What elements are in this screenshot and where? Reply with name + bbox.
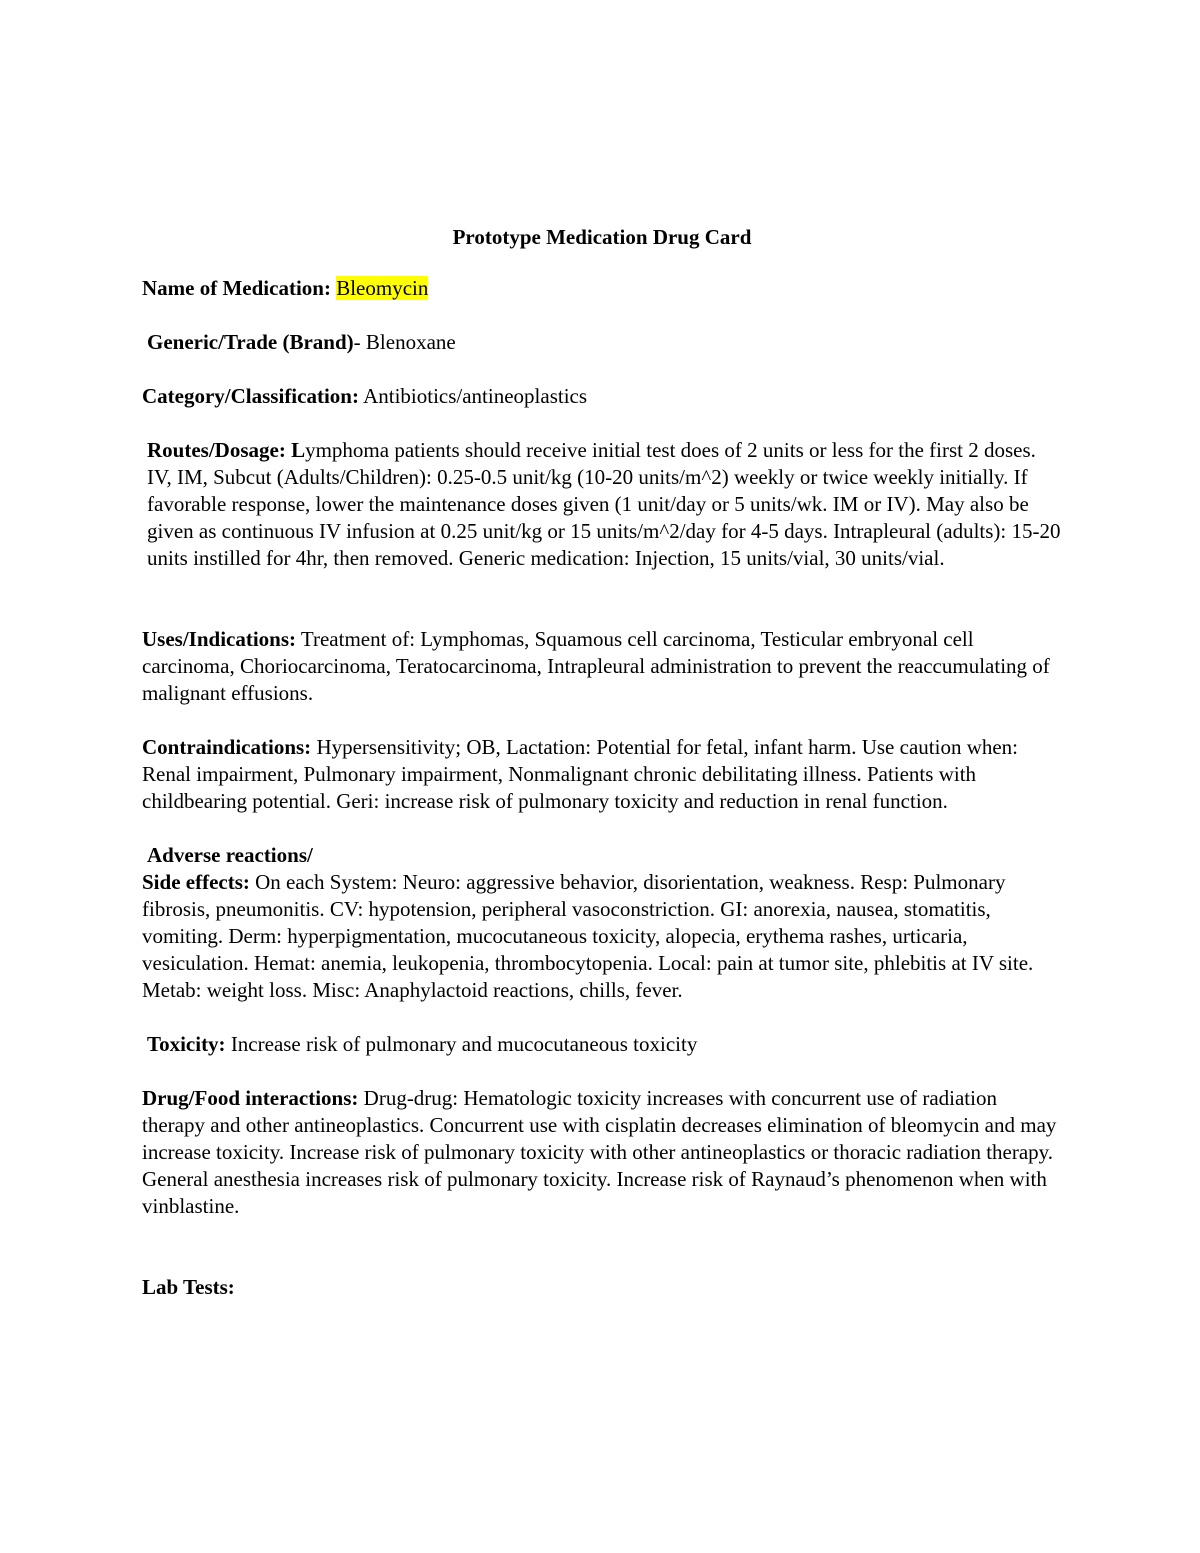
contraindications-field bbox=[142, 734, 1062, 815]
uses-indications-field bbox=[142, 626, 1062, 707]
uses-value: Treatment of: Lymphomas, Squamous cell carcinoma, Testicular embryonal cell carcinoma, Choriocarcinoma, Teratocarcinoma, Intrapleural administration to prevent the reaccumulating of malignant effusions. bbox=[142, 627, 1050, 705]
interactions-value: Drug-drug: Hematologic toxicity increases with concurrent use of radiation therapy and other antineoplastics. Concurrent use with cisplatin decreases elimination of bleomycin and may increase toxicity. Increase risk of pulmonary toxicity with other antineoplastics or thoracic radiation therapy. General anesthesia increases risk of pulmonary toxicity. Increase risk of Raynaud’s phenomenon when with vinblastine. bbox=[142, 1086, 1057, 1218]
name-label: Name of Medication: bbox=[142, 276, 331, 300]
generic-value: - Blenoxane bbox=[353, 330, 456, 354]
adverse-label-line1: Adverse reactions/ bbox=[147, 843, 313, 867]
adverse-value: On each System: Neuro: aggressive behavior, disorientation, weakness. Resp: Pulmonary fibrosis, pneumonitis. CV: hypotension, peripheral vasoconstriction. GI: anorexia, nausea, stomatitis, vomiting. Derm: hyperpigmentation, mucocutaneous toxicity, alopecia, erythema rashes, urticaria, vesiculation. Hemat: anemia, leukopenia, thrombocytopenia. Local: pain at tumor site, phlebitis at IV site. Metab: weight loss. Misc: Anaphylactoid reactions, chills, fever. bbox=[142, 870, 1034, 1002]
uses-label: Uses/Indications: bbox=[142, 627, 297, 651]
routes-dosage-field bbox=[142, 437, 1062, 572]
contraindications-value: Hypersensitivity; OB, Lactation: Potential for fetal, infant harm. Use caution when: Renal impairment, Pulmonary impairment, Nonmalignant chronic debilitating illness. Patients with childbearing potential. Geri: increase risk of pulmonary toxicity and reduction in renal function. bbox=[142, 735, 1019, 813]
generic-trade-field bbox=[142, 329, 1062, 356]
page-title: Prototype Medication Drug Card bbox=[452, 225, 752, 249]
routes-value: ymphoma patients should receive initial test does of 2 units or less for the first 2 doses. IV, IM, Subcut (Adults/Children): 0.25-0.5 unit/kg (10-20 units/m^2) weekly or twice weekly initially. If favorable response, lower the maintenance doses given (1 unit/day or 5 units/wk. IM or IV). May also be given as continuous IV infusion at 0.25 unit/kg or 15 units/m^2/day for 4-5 days. Intrapleural (adults): 15-20 units instilled for 4hr, then removed. Generic medication: Injection, 15 units/vial, 30 units/vial. bbox=[147, 438, 1061, 570]
name-value-highlighted: Bleomycin bbox=[336, 276, 429, 300]
category-value: Antibiotics/antineoplastics bbox=[363, 384, 588, 408]
interactions-label: Drug/Food interactions: bbox=[142, 1086, 359, 1110]
routes-value-bold-start: L bbox=[291, 438, 306, 462]
drug-food-interactions-field bbox=[142, 1085, 1062, 1220]
adverse-reactions-field bbox=[142, 842, 1062, 1004]
category-field bbox=[142, 383, 1062, 410]
toxicity-value: Increase risk of pulmonary and mucocutaneous toxicity bbox=[230, 1032, 698, 1056]
adverse-label-line2: Side effects: bbox=[142, 870, 250, 894]
routes-label: Routes/Dosage: bbox=[147, 438, 286, 462]
contraindications-label: Contraindications: bbox=[142, 735, 312, 759]
toxicity-label: Toxicity: bbox=[147, 1032, 226, 1056]
category-label: Category/Classification: bbox=[142, 384, 359, 408]
lab-tests-field bbox=[142, 1274, 1062, 1301]
name-of-medication-field bbox=[142, 275, 1062, 302]
drug-card-page bbox=[142, 222, 1062, 1301]
toxicity-field bbox=[142, 1031, 1062, 1058]
generic-label: Generic/Trade (Brand) bbox=[147, 330, 354, 354]
lab-tests-label: Lab Tests: bbox=[142, 1275, 235, 1299]
